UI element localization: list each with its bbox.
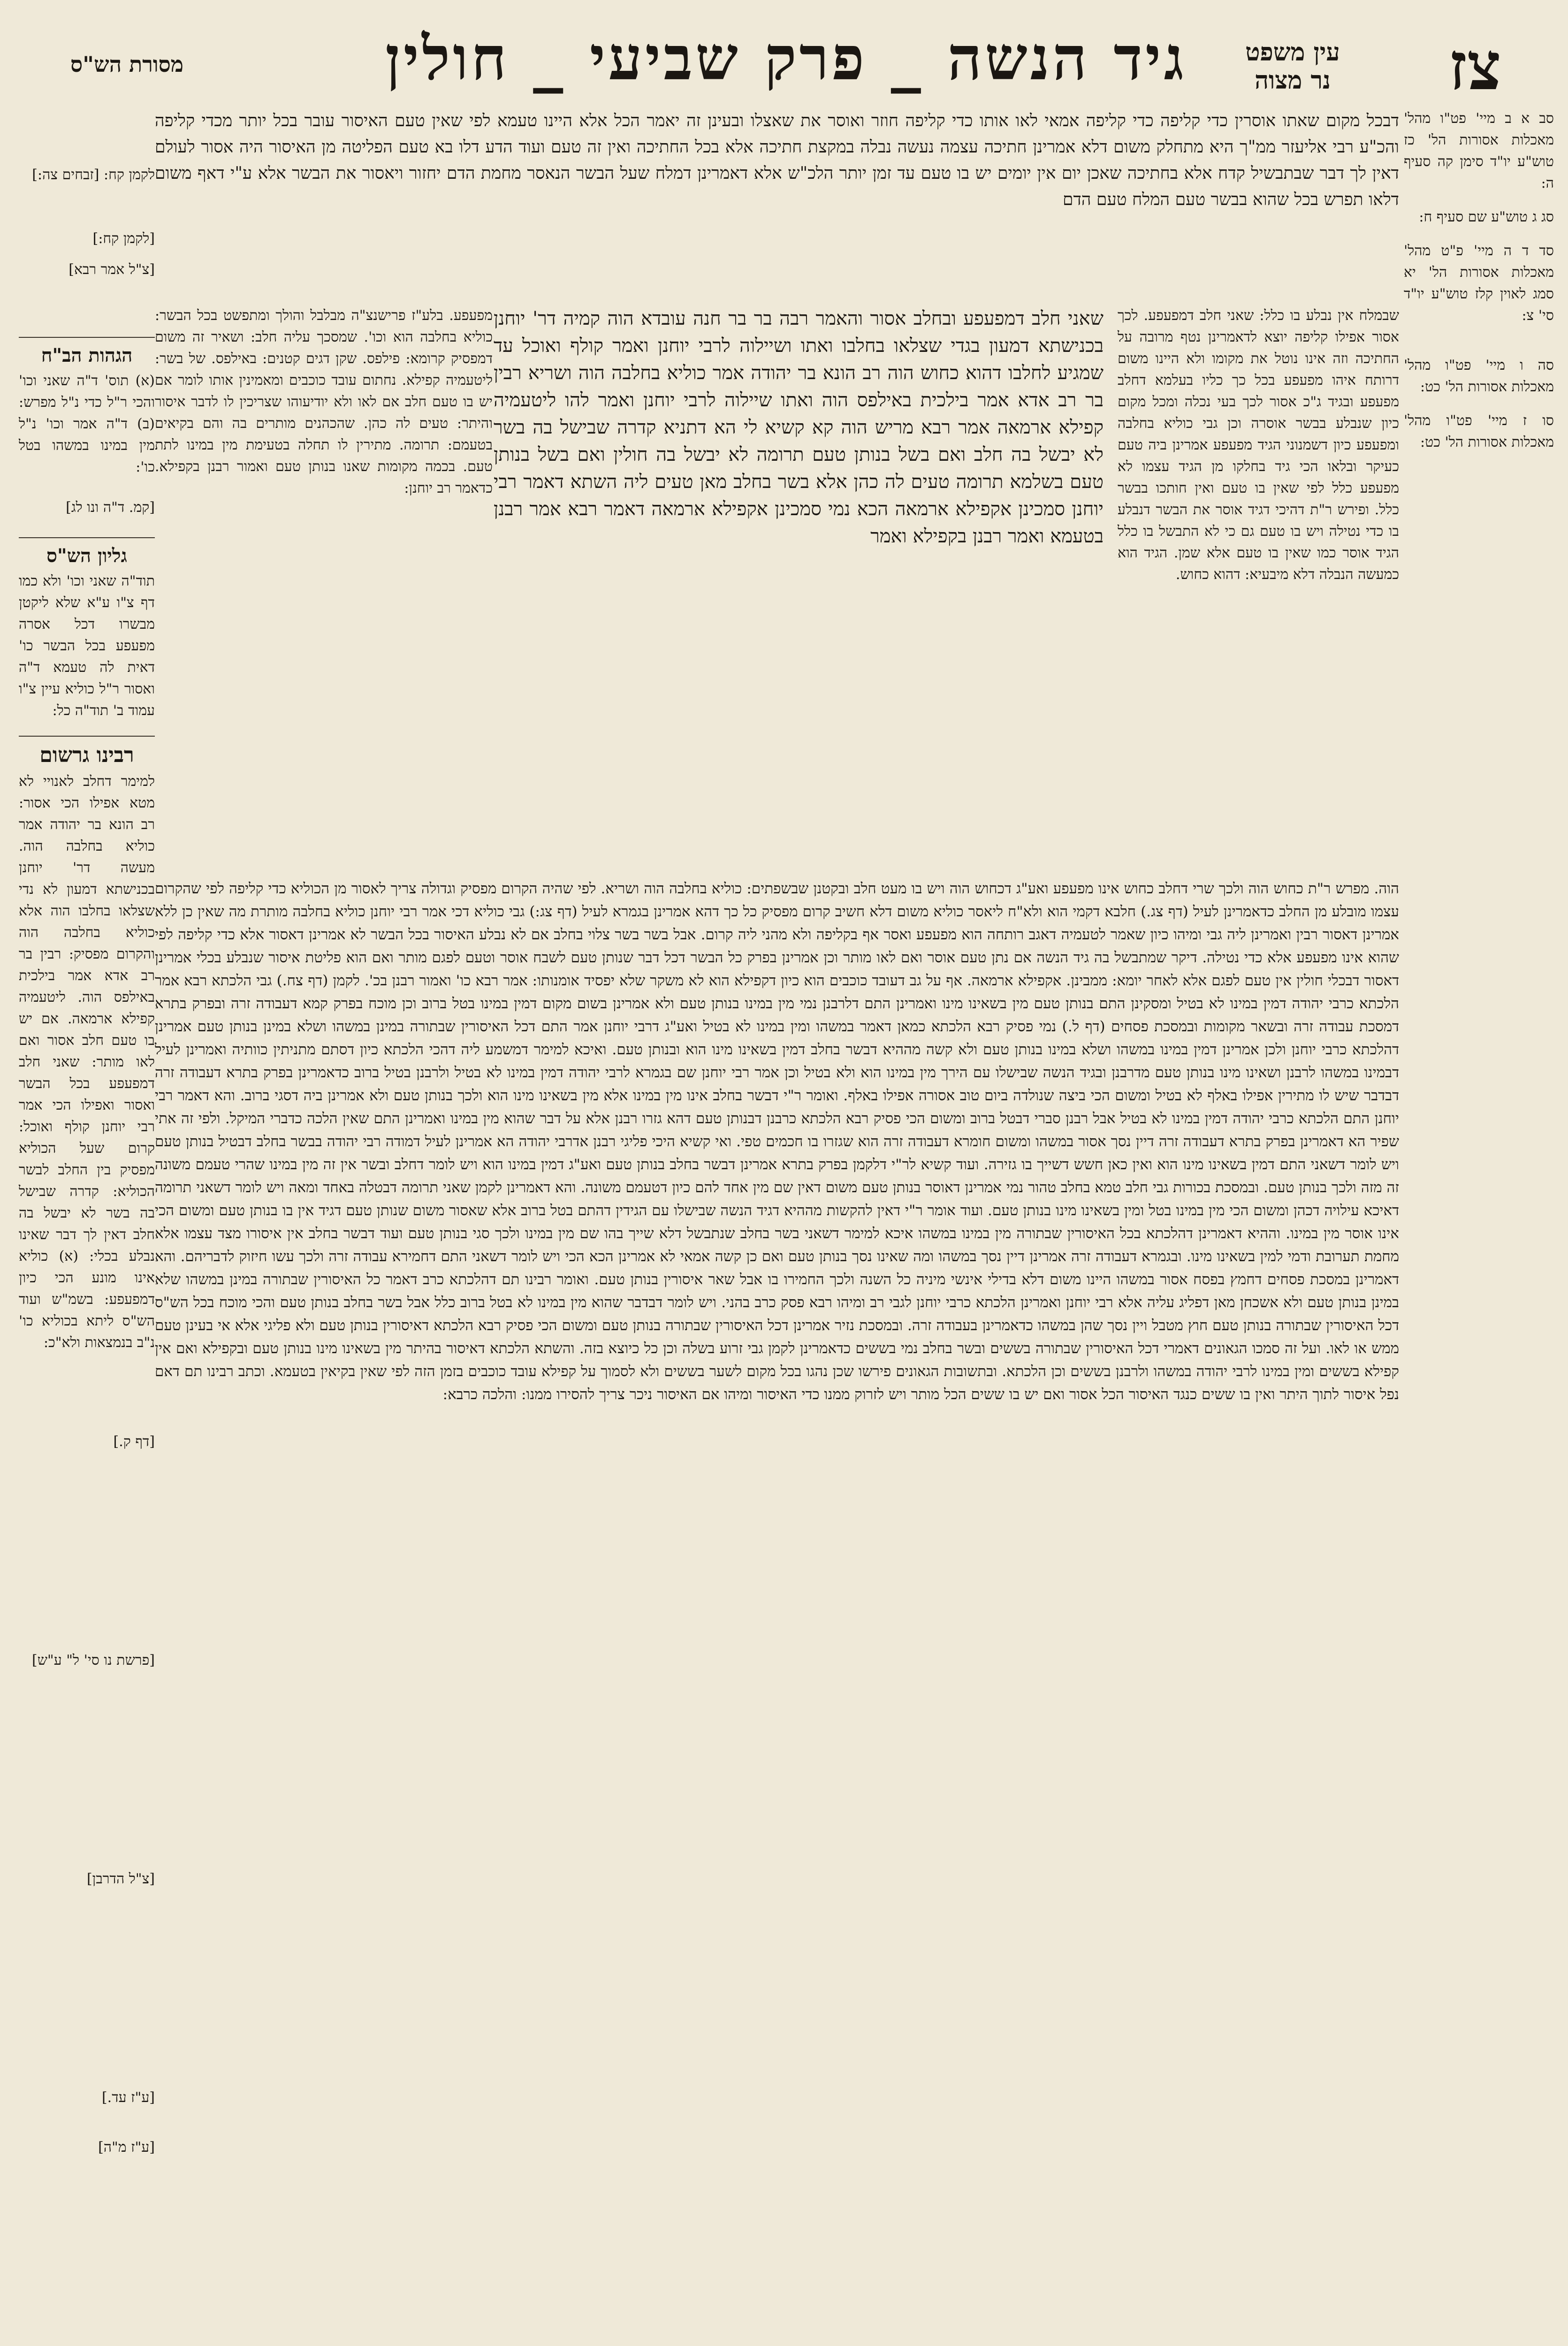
divider <box>19 736 155 737</box>
mesoret-ref: [קמ. ד"ה ונו לג] <box>66 499 155 516</box>
ein-mishpat-column <box>1404 108 1554 1666</box>
page-header <box>70 19 1501 108</box>
rabbenu-gershom-text: למימר דחלב לאנויי לא מטא אפילו הכי אסור: רב הונא בר יהודה אמר כוליא בחלבה הוה. מעשה דר' יוחנן בכנישתא דמעון לא נדי שצלאו בחלבו הוה אלא כוליא בחלבה הוה והקרום מפסיק: רבין בר רב אדא אמר בילכית באילפס הוה. ליטעמיה קפילא ארמאה. אם יש בו טעם חלב אסור ואם לאו מותר: שאני חלב דמפעפע בכל הבשר ואסור ואפילו הכי אמר רבי יוחנן קולף ואוכל: קרום שעל הכוליא מפסיק בין החלב לבשר הכוליא: קדרה שבישל בה בשר לא יבשל בה חלב דאין לך דבר שאינו נבלע בכלי: (א) כוליא אינו מונע הכי כיון דמפעפע: בשמ"ש ועוד הש"ס ליתא בכוליא כו' נ"ב בנמצאות ולא"כ: <box>19 773 155 1351</box>
mesoret-ref: [ע"ז עד.] <box>101 2089 155 2106</box>
mesoret-ref: [ע"ז מ"ה] <box>98 2139 155 2156</box>
ein-mishpat-entry: סג ג טוש"ע שם סעיף ח: <box>1419 209 1554 225</box>
ein-mishpat-entry: סב א ב מיי' פט"ו מהל' מאכלות אסורות הל' כז טוש"ע יו"ד סימן קה סעיף ה: <box>1404 110 1554 191</box>
lower-refs <box>19 1431 155 2158</box>
tosafot-column: שבמלח אין נבלע בו כלל: שאני חלב דמפעפע. לכך אסור אפילו קליפה יוצא לדאמרינן נטף מרובה על החתיכה וזה אינו נוטל את מקומו ולא היינו משום דרותח איהו מפעפע בכל כך כליו בעלמא דחלב מפעפע ובגיד ג"כ אסור לכך בעי נכלה ומכל מקום כיון שנבלע בבשר אוסרה וכן גבי כוליא בחלבה ומפעפע כיון דשמנוני הגיד מפעפע אמרינן ביה טעם כעיקר ובלאו הכי גיד בחלקו מן הגיד עצמו לא מפעפע כלל לפי שאין בו טעם ואין חותכו בבשר כלל. ופירש ר"ת דהיכי דגיד אוסר את הבשר דנבלע בו כדי נטילה ויש בו טעם גם כי לא התבשל בו כלל הגיד אוסר כמו שאין בו טעם אלא שמן. הגיד הוא כמעשה הנבלה דלא מיבעיא: דהוא כחוש. <box>1118 307 1399 583</box>
rashi-column: מפעפע. בלע"ז פרישנצ"ה מבלבל והולך ומתפשט בכל הבשר: כוליא בחלבה הוא וכו'. שמסכך עליה חלב: ושאיר זה משום דמפסיק קרומא: פילפס. שקן דגים קטנים: באילפס. של בשר: ליטעמיה קפילא. נחתום עובד כוכבים ומאמינין אותו לומר אם יש בו טעם חלב אם לאו ולא יודיעוהו שצריכין לו לדבר איסור והיתר: טעים לה כהן. שהכהנים מותרים בה והם בקיאים בטעמם: תרומה. מתירין לו תחלה בטעימת מין במינו לתת טעם. בכמה מקומות שאנו בנותן טעם ואמור רבנן בקפילא. כדאמר רב יוחנן: <box>155 307 493 496</box>
central-block <box>155 305 1399 873</box>
mesoret-heading: מסורת הש"ס <box>70 52 184 77</box>
mesoret-ref: לקמן קח: [זבחים צה:] <box>32 167 155 183</box>
mesoret-ref: [לקמן קח:] <box>92 230 155 247</box>
ein-mishpat-entry: סו ז מיי' פט"ו מהל' מאכלות אסורות הל' כט: <box>1404 412 1554 450</box>
page-title: גיד הנשה _ פרק שביעי _ חולין <box>385 23 1187 94</box>
mesoret-ref: [צ"ל אמר רבא] <box>69 261 155 278</box>
ein-mishpat-entry: סה ו מיי' פט"ו מהל' מאכלות אסורות הל' כט: <box>1404 357 1554 395</box>
hagahot-text: (א) תוס' ד"ה שאני וכו' והכי ר"ל כדי נ"ל מפרש: (ב) ד"ה אמר וכו' נ"ל מין במינו במשהו בטל כו': <box>19 373 155 475</box>
rabbenu-gershom-title: רבינו גרשום <box>39 743 134 767</box>
commentary-text: הוה. מפרש ר"ת כחוש הוה ולכך שרי דחלב כחוש אינו מפעפע ואע"ג דכחוש הוה ויש בו מעט חלב ובקטנן שבשפתים: כוליא בחלבה הוה ושריא. לפי שהיה הקרום מפסיק וגדולה צריך לאסור מן הכוליא כדי קליפה לפי שהקרום עצמו מובלע מן החלב כדאמרינן לעיל (דף צג.) חלבא דקמי הוא ולא"ח ליאסר כוליא משום דלא חשיב קרום מפסיק כל כך דהא אמרינן בגמרא לעיל (דף צג:) גבי כוליא דכי אמר רבי יוחנן כוליא בחלבה מותרת מה שאין כן ללא אמרינן דאסור רבין ואמרינן ליה גבי ומיהו כיון שאמר לטעמיה דאגב רותחה הוא מפעפע ואסר אף בקליפה ולא מהני ליה קרום. אבל בשר בשר צלוי בחלב אם לא נבלע האיסור בכל הבשר לא אמרינן דאסור אלא כדי קליפה לפי שהוא אינו מפעפע אלא כדי נטילה. דיקר שמתבשל בה גיד הנשה אם נתן טעם אוסר ואם לאו מותר וכן אמרינן בפרק כל הבשר דכל דבר שנותן טעם לשבח אוסר וטעם לפגם מותר ואם הוא פליטת איסור שנבלע בכלי אמרינן דאסור דבכלי חולין אין טעם לפגם אלא לאחר יומא: ממבינן. אקפילא ארמאה. אף על גב דעובד כוכבים הוא כיון דקפילא הוא לא משקר שלא יפסיד אומנותו: אמר רבא כו' ואמור רבנן בכ'. לקמן (דף צח.) גבי הלכתא רבא אמר הלכתא כרבי יהודה דמין במינו לא בטיל ומסקינן התם בנותן טעם מין בשאינו מינו ואמרינן התם דלרבנן נמי מין במינו בנותן טעם ולא אמרינן בשום מקום דמין במינו בטל ברוב וכן מוכח בפרק קמא דעבודה זרה ובפרק בתרא דמסכת עבודה זרה ובשאר מקומות ובמסכת פסחים (דף ל.) נמי פסיק רבא הלכתא כמאן דאמר במשהו ומין במינו לא בטיל ואע"ג דרבי יוחנן אמר התם דכל האיסורין שבתורה במינן במשהו ושלא במינן בנותן טעם אמרינן דהלכתא כרבי יוחנן ולכן אמרינן דמין במינו במשהו ושלא במינו בנותן טעם ולא קשה מההיא דבשר בחלב דמין בשאינו מינו הוא ובנותן טעם. ואיכא למימר דמשמע ליה דהכי הלכתא כיון דסתם מתניתין כוותיה ואמרינן לעיל דבמינו במשהו לרבנן ושאינו מינו בנותן טעם מדרבנן ובגיד הנשה שבישלו עם הירך מין במינו הוא ולא בטיל וכן אמר רבי יוחנן שם בגמרא לרבי יהודה דמין במינו לא בטיל ולרבנן בטיל ברוב כדאמרינן בפרק בתרא דעבודה זרה דבדבר שיש לו מתירין אפילו באלף לא בטיל ומשום הכי ביצה שנולדה ביום טוב אסורה אפילו באלף. ואומר ר"י דבשר בחלב אינו מין במינו אלא מין בשאינו מינו הוא ולכך בנותן טעם ולא אמרינן ביה דסגי ברוב. והא דאמר רבי יוחנן התם הלכתא כרבי יהודה דמין במינו לא בטיל אבל רבנן סברי דבטל ברוב ומשום הכי פסיק רבא הלכתא כרבנן דבנותן טעם דהא גזרו רבנן אלא על דבר שהוא מין במינו ואמרינן התם שאין הלכה כדברי המיקל. ולפי זה אתי שפיר הא דאמרינן בפרק בתרא דעבודה זרה דיין נסך אסור במשהו ומשום חומרא דעבודה זרה הוא שגזרו בו חכמים טפי. ואי קשיא היכי פליגי רבנן אדרבי יהודה הא אמרינן לעיל דמודה רבי יהודה בבשר בחלב דבטיל בנותן טעם ויש לומר דשאני התם דמין בשאינו מינו הוא ואין כאן חשש דשייך בו גזירה. ועוד קשיא לר"י דלקמן בפרק בתרא אמרינן דבשר בחלב בנותן טעם ואע"ג דמין במינו הוא ויש לומר דחלב ובשר אין זה מין במינו שהרי טעמם משונה זה מזה ולכך בנותן טעם. ובמסכת בכורות גבי חלב טמא בחלב טהור נמי אמרינן דאוסר בנותן טעם משום דאין שם מין אחד להם כיון דטעמם משונה. והא דאמרינן לקמן שאני תרומה דבטלה באחד ומאה ויש לומר דשאני תרומה דאיכא עילויה דכהן ומשום הכי מין במינו בטל ומין בשאינו מינו בנותן טעם. ועוד אומר ר"י דאין להקשות מההיא דגיד הנשה שבישלו עם הגידין דהתם בטל ברוב אלא שאסור משום שנותן טעם דגיד אין בו בנותן טעם ומשום הכי אינו אוסר מין במינו. וההיא דאמרינן דהלכתא בכל האיסורין שבתורה מין במינו במשהו איכא למימר דשאני בשר בחלב שנתבשל דלא שייך בהו שם מין במינו ולכך סגי בנותן טעם ועוד דבשר בחלב אין איסורו מצד עצמו אלא מחמת תערובת ודמי למין בשאינו מינו. ובגמרא דעבודה זרה אמרינן דיין נסך במשהו ומה שאינו נסך בנותן טעם ואם כן קשה אמאי לא אמרינן הכא הכי ויש לומר דשאני התם דחמירא עבודה זרה ולכך עשו חיזוק לדבריהם. והא דאמרינן במסכת פסחים דחמץ בפסח אסור במשהו היינו משום דלא בדילי אינשי מיניה כל השנה ולכך החמירו בו אבל שאר איסורין בנותן טעם. ואומר רבינו תם דהלכתא כרב דאמר כל האיסורין שבתורה במינן במשהו שלא במינן בנותן טעם ולא אשכחן מאן דפליג עליה אלא רבי יוחנן ואמרינן הלכתא כרבי יוחנן לגבי רב ומיהו רבא פסק כרב בהני. ויש לומר דבדבר שהוא מין במינו לא בטל ברוב כלל אבל בשר בחלב בנותן טעם והכי מוכח בכל הש"ס דכל האיסורין שבתורה בנותן טעם חוץ מטבל ויין נסך שהן במשהו כדאמרינן בעבודה זרה. ובמסכת נזיר אמרינן דכל האיסורין שבתורה בנותן טעם ומשום הכי פסיק רבא הלכתא דאיסורין בנותן טעם ולא פליגי אלא אי בעינן טעם ממש או לאו. ועל זה סמכו הגאונים דאמרי דכל האיסורין שבתורה בששים ובשר בחלב נמי בששים כדאמרינן לקמן גבי זרוע בשלה וכן כל כיוצא בזה. והשתא הלכתא דאיסור בהיתר מין בשאינו מינו בנותן טעם ובקפילא ואם אין קפילא בששים ומין במינו לרבי יהודה במשהו ולרבנן בששים וכן הלכתא. ובתשובות הגאונים פירשו שכן נהגו בכל מקום לשער בששים ולא לסמוך על קפילא עובד כוכבים בזמן הזה לפי שאין בקיאין בטעמא. וכתב רבינו תם דאם נפל איסור לתוך היתר ואין בו ששים כנגד האיסור הכל אסור ואם יש בו ששים הכל מותר ויש לזרוק ממנו כדי האיסור ומיהו אם האיסור ניכר צריך להסירו ממנו: והלכה כרבא: <box>155 880 1399 1403</box>
mesoret-ref: [פרשת נו סי' ל" ע"ש] <box>31 1652 155 1668</box>
ein-mishpat-entry: סד ד ה מיי' פ"ט מהל' מאכלות אסורות הל' יא סמג לאוין קלז טוש"ע יו"ד סי' צ: <box>1404 243 1554 324</box>
divider <box>19 537 155 538</box>
gilyon-text: תוד"ה שאני וכו' ולא כמו דף צ"ו ע"א שלא ליקטן מבשרו דכל אסרה מפעפע בכל הבשר כו' דאית לה טעמא ד"ה ואסור ר"ל כוליא עיין צ"ו עמוד ב' תוד"ה כל: <box>19 573 155 719</box>
mesoret-ref: [צ"ל הדרבן] <box>86 1871 155 1887</box>
divider <box>19 337 155 338</box>
gemara-text: שאני חלב דמפעפע ובחלב אסור והאמר רבה בר בר חנה עובדא הוה קמיה דר' יוחנן בכנישתא דמעון בגדי שצלאו בחלבו ואתו ושיילוה לרבי יוחנן ואמר קולף ואוכל עד שמגיע לחלבו דהוא כחוש הוה רב הונא בר יהודה אמר כוליא בחלבה הוה ושריא רבין בר רב אדא אמר בילכית באילפס הוה ואתו שיילוה לרבי יוחנן ואמר להו ליטעמיה קפילא ארמאה אמר רבא מריש הוה קא קשיא לי הא דתניא קדרה שבישל בה בשר לא יבשל בה חלב ואם בשל בנותן טעם תרומה לא יבשל בה חולין ואם בשל בנותן טעם בשלמא תרומה טעים לה כהן אלא בשר בחלב מאן טעים ליה השתא דאמר רבי יוחנן סמכינן אקפילא ארמאה הכא נמי סמכינן אקפילא ארמאה דאמר רבא אמר רבנן בטעמא ואמר רבנן בקפילא ואמר <box>494 308 1104 547</box>
ein-mishpat-label: עין משפט נר מצוה <box>1245 38 1340 95</box>
mesoret-ref: [דף ק.] <box>113 1433 155 1450</box>
gilyon-title: גליון הש"ס <box>46 545 127 567</box>
page-number: צז <box>1448 28 1501 105</box>
main-text-block <box>155 108 1399 2346</box>
hagahot-title: הגהות הב"ח <box>41 344 133 366</box>
tosafot-continuation: דבכל מקום שאתו אוסרין כדי קליפה כדי קליפה אמאי לאו אותו כדי קליפה חוזר ואוסר את שאצלו ובעינן זה יאמר הכל אלא היינו טעמא לפי שאין טעם האיסור עובר בכל יותר מכדי קליפה והכ"ע רבי אליעזר ממ"ך היא מתחלק משום דלא אמרינן חתיכה עצמה נעשה נבלה במקצת חתיכה אלא בכל החתיכה ואין זה טעם ועוד הדע דלו בא טעם הפליטה מן האיסור היה אסור לעולם דאין לך דבר שבתבשיל קדח אלא בחתיכה שאכן יום אין יומים יש בו טעם עד זמן יותר הלכ"ש אלא דאמרינן דמלח שעל הבשר הנאסר מחמת הדם יחזור ויאסור את הבשר אלא ע"י דאף משום דלאו תפרש בכל שהוא בבשר טעם המלח טעם הדם <box>155 111 1399 209</box>
